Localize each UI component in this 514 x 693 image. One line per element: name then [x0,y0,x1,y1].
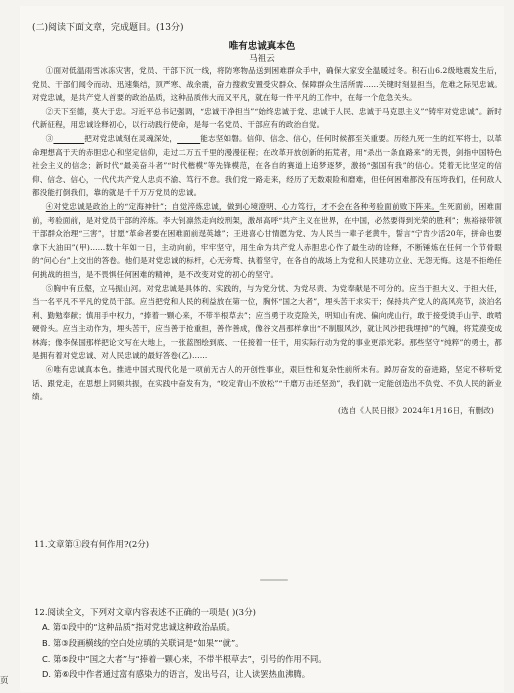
paragraph-5: ⑤胸中有丘壑，立马振山河。对党忠诚是具体的、实践的，与为党分忧、为党尽责、为党奉献是不可分的。应当于担大义、于担大任，当一名平凡不平凡的党员干部。应当把党和人民的利益放在第一位，胸怀“国之大者”，埋头苦干求实干；保持共产党人的高风亮节，淡泊名利、勤勉奉献；慎用手中权力，“捧着一颗心来，不带半根草去”；应当勇于攻克险关，明知山有虎、偏向虎山行，敢于接受烫手山芋、敢啃硬骨头。应当主动作为，埋头苦干，应当善于抢重担，善作善成，像谷文昌那样拿出“不制服风沙，就让风沙把我埋掉”的气魄，将荒漠变成林海；像李保国那样把论文写在大地上，一张蓝图绘到底、一任接着一任干，用实际行动为党的事业更添光彩。那些坚守“纯粹”的勇士，都是拥有着对党忠诚、对人民忠诚的最好答卷(乙)…… [32,283,502,361]
blank-2 [177,134,200,143]
paragraph-1: ①面对低温雨雪冰冻灾害，党员、干部下沉一线，将防寒物品送到困难群众手中，确保大家安全温暖过冬。积石山6.2级地震发生后，党员、干部们闻令而动、迅速集结，顶严寒、战余震，奋力搜救安置受灾群众、保障群众生活所需……关键时刻显担当，危难之际见忠诚。对党忠诚，是共产党人首要的政治品质，这种品质伟大而又平凡，就在每一件平凡的工作中，在每一个危急关头。 [32,66,502,103]
question-12: 12.阅读全文，下列对文章内容表述不正确的一项是( )(3分) [34,608,256,618]
article-title: 唯有忠诚真本色 [228,41,296,52]
paragraph-6: ⑥唯有忠诚真本色。推进中国式现代化是一项前无古人的开创性事业，艰巨性和复杂性前所未有。踔厉奋发的奋进路，坚定不移听党话、跟党走，在思想上同频共振，在实践中奋发有为，“咬定青山不放松”“千磨万击还坚劲”，我们就一定能创造出不负党、不负人民的新业绩。 [32,365,502,402]
paragraph-3-number: ③ [45,133,54,143]
question-11: 11.文章第①段有何作用?(2分) [34,540,150,550]
option-a: A. 第①段中的“这种品质”指对党忠诚这种政治品质。 [42,622,235,632]
answer-area-mark [260,579,288,581]
article-author: 马祖云 [249,54,275,64]
option-c: C. 第⑤段中“国之大者”与“捧着一颗心来，不带半根草去”，引号的作用不同。 [42,653,327,664]
article-source: (选自《人民日报》2024年1月16日，有删改) [337,405,494,415]
paragraph-2: ②天下至德，莫大于忠。习近平总书记强调，“忠诚干净担当”“始终忠诚于党、忠诚于人民、忠诚于马克思主义”“铸牢对党忠诚”。新时代新征程，用忠诚诠释初心，以行动践行使命，是每一名党员、干部应有的政治自觉。 [32,106,502,130]
paragraph-3-rest: 能志坚如磐。信仰、信念、信心，任何时候都至关重要。历经九死一生的红军将士，以革命理想高于天的赤胆忠心和坚定信仰，走过二万五千里的漫漫征程；在改革开放创新的拓荒者，用“杀出一条血路来”的无畏，剑指中国特色社会主义的信念；新时代“最美奋斗者”“时代楷模”等先锋模范，在各自的赛道上追梦逐梦，激扬“强国有我”的信心。凭着无比坚定的信仰、信念、信心，一代代共产党人忠贞不渝、笃行不怠。我们党一路走来，经历了无数艰险和磨难，但任何困难都没有压垮我们，任何敌人都没能打倒我们，靠的就是千千万万党员的忠诚。 [32,133,502,198]
exam-page [20,6,504,692]
question-12-options [42,620,327,683]
paragraph-3 [32,132,502,200]
article-body [32,64,502,417]
option-d: D. 第⑥段中作者通过富有感染力的语言，发出号召，让人读罢热血沸腾。 [42,669,311,680]
section-heading: (二)阅读下面文章，完成题目。(13分) [32,23,184,33]
paragraph-4 [32,200,502,282]
paragraph-3-mid: 把对党忠诚刻在灵魂深处， [84,133,178,143]
margin-page-label: 页 [0,676,9,686]
blank-1 [53,134,84,143]
option-b: B. 第③段画横线的空白处应填的关联词是“如果”“就”。 [42,637,244,648]
paragraph-4-underlined: ④对党忠诚是政治上的“定海神针”；自觉淬炼忠诚，做到心境澄明、心力笃行，才不会在各种考验面前败下阵来。 [45,201,440,211]
paragraph-4-rest: 生死面前，困难面前，考验面前，是对党员干部的淬炼。李大钊凛然走向绞刑架，激昂高呼“共产主义在世界，在中国，必然要得到光荣的胜利”；焦裕禄带领干部群众治理“三害”，甘愿“革命者要在困难面前逞英雄”；王进喜心甘情愿为党、为人民当一辈子老黄牛，誓言“宁肯少活20年，拼命也要拿下大油田”(甲)……数十年如一日，主动向前，牢牢坚守，用生命为共产党人赤胆忠心作了最生动的诠释，不断锤炼在任何一个节骨眼的“问心台”上交出的答卷。他们是对党忠诚的标杆，心无旁骛、执着坚守，在各自的战场上为党和人民建功立业、无怨无悔。这是不拒绝任何挑战的担当，是不畏惧任何困难的精神，是不改变对党的初心的坚守。 [32,201,502,279]
